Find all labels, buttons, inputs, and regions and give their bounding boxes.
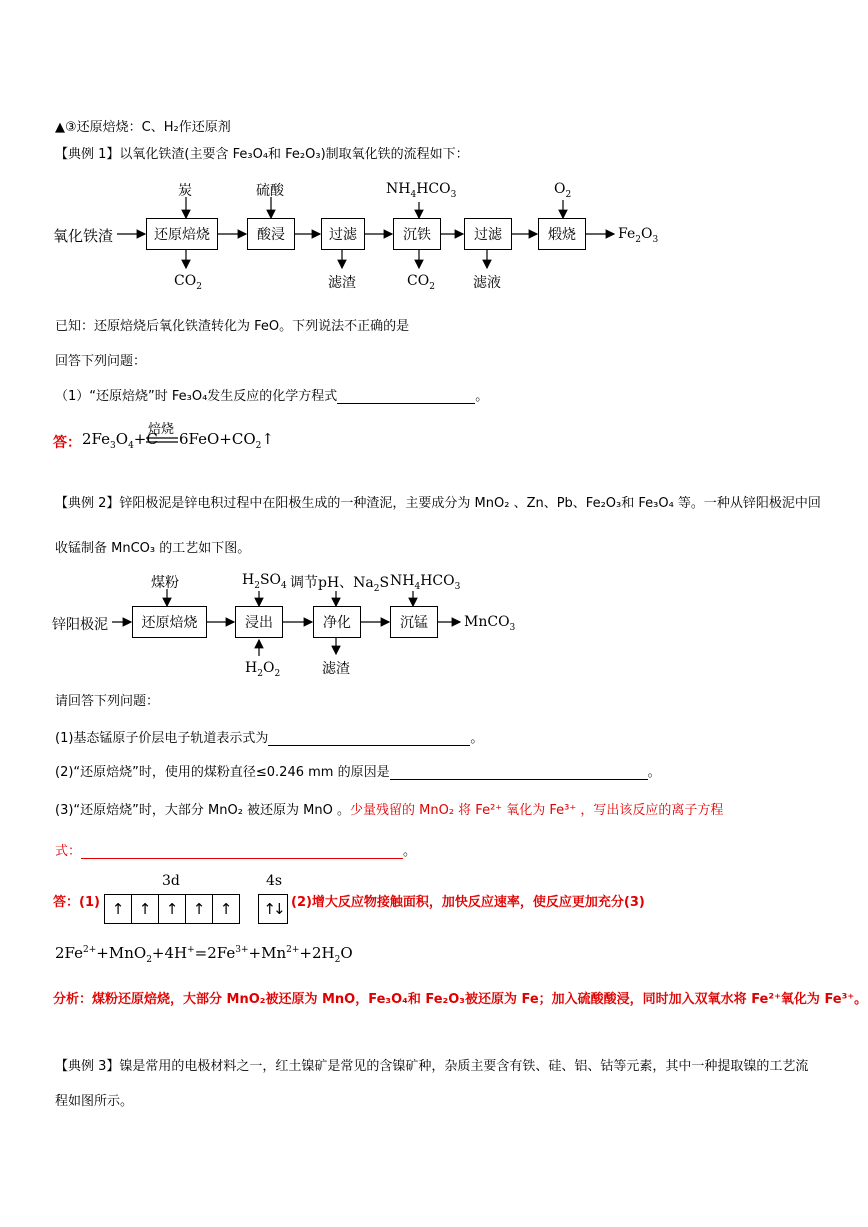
orbital-3d-3: ↑ (158, 894, 186, 924)
answer-blank (390, 767, 648, 780)
flow1-output-co2-2: $CO_2$ (407, 273, 435, 292)
example-3-line-b: 程如图所示。 (55, 1094, 134, 1109)
orbital-3d-label: 3d (162, 873, 180, 889)
flow1-box-reduction-roasting: 还原焙烧 (146, 218, 218, 250)
flow1-start: 氧化铁渣 (53, 227, 114, 245)
example-2-question-2: (2)“还原焙烧”时，使用的煤粉直径≤0.246 mm 的原因是 。 (55, 765, 661, 780)
example-2-question-1: (1)基态锰原子价层电子轨道表示式为 。 (55, 731, 484, 746)
flow2-input-nh4hco3: $NH_4HCO_3$ (390, 573, 461, 592)
example-1-known: 已知：还原焙烧后氧化铁渣转化为 FeO。下列说法不正确的是 (55, 319, 410, 334)
example-2-question-3-blank: 式： 。 (55, 844, 417, 859)
flow2-end: MnCO$_3$ (464, 614, 516, 633)
flow1-input-nh4hco3: $NH_4HCO_3$ (386, 181, 457, 200)
example-1-answer-right: $6FeO+CO_2↑$ (179, 430, 274, 451)
example-2-answer-2: (2)增大反应物接触面积，加快反应速率，使反应更加充分(3) (291, 895, 645, 910)
example-2-tag: 【典例 2】 (55, 496, 120, 511)
answer-blank (268, 733, 470, 746)
flow2-box-leach: 浸出 (235, 606, 283, 638)
flow2-input-coal: 煤粉 (151, 575, 179, 591)
example-1-answer-label: 答： (53, 435, 81, 451)
example-3-line-a: 【典例 3】镍是常用的电极材料之一，红土镍矿是常见的含镍矿种，杂质主要含有铁、硅、铝、钴等元素，其中一种提取镍的工艺流 (55, 1059, 809, 1074)
example-2-answer-label: 答：(1) (53, 895, 100, 910)
answer-blank (337, 391, 475, 404)
flow1-end: $Fe_2O_3$ (618, 226, 659, 245)
example-2-answer-3: $2Fe^{2+}+MnO_2+4H^+=2Fe^{3+}+Mn^{2+}+2H_2O$ (55, 944, 353, 965)
example-1-question-1: （1）“还原焙烧”时 Fe₃O₄发生反应的化学方程式 。 (55, 389, 489, 404)
example-2-intro-b: 收锰制备 MnCO₃ 的工艺如下图。 (55, 541, 251, 556)
flow2-start: 锌阳极泥 (52, 617, 108, 633)
flow2-box-reduction-roasting: 还原焙烧 (132, 606, 207, 638)
example-1-text: 以氧化铁渣(主要含 Fe₃O₄和 Fe₂O₃)制取氧化铁的流程如下： (119, 147, 469, 162)
example-1-tag: 【典例 1】 (55, 147, 120, 162)
flow2-input-h2so4: $H_2SO_4$ (242, 572, 287, 591)
flow1-input-sulfuric-acid: 硫酸 (256, 183, 284, 199)
example-2-question-3: (3)“还原焙烧”时，大部分 MnO₂ 被还原为 MnO 。少量残留的 MnO₂ 将 Fe²⁺ 氧化为 Fe³⁺ ，写出该反应的离子方程 (55, 803, 724, 818)
example-2-prompt: 请回答下列问题： (55, 694, 160, 709)
flow2-output-residue: 滤渣 (322, 661, 350, 677)
flow1-box-filter-1: 过滤 (321, 218, 365, 250)
flow2-input-h2o2: $H_2O_2$ (245, 660, 281, 679)
flow1-output-co2-1: $CO_2$ (174, 273, 202, 292)
example-1-answer-left: $2Fe_3O_4+C$ (82, 430, 158, 451)
example-2-analysis: 分析：煤粉还原焙烧，大部分 MnO₂被还原为 MnO，Fe₃O₄和 Fe₂O₃被还原为 Fe；加入硫酸酸浸，同时加入双氧水将 Fe²⁺氧化为 Fe³⁺。 (53, 992, 868, 1007)
flow1-box-filter-2: 过滤 (464, 218, 512, 250)
flow2-box-purify: 净化 (313, 606, 361, 638)
orbital-4s-label: 4s (266, 873, 283, 889)
flow1-output-filtrate: 滤液 (473, 275, 501, 291)
flow1-output-residue: 滤渣 (328, 275, 356, 291)
flow2-input-ph-na2s: 调节pH、$Na_2S$ (290, 575, 390, 594)
answer-blank (81, 846, 403, 859)
flow1-input-o2: $O_2$ (554, 181, 572, 200)
flow1-box-precipitate-iron: 沉铁 (393, 218, 441, 250)
example-1-answer-condition: 焙烧 (148, 422, 175, 437)
orbital-3d-1: ↑ (104, 894, 132, 924)
example-1-answer-prompt: 回答下列问题： (55, 354, 147, 369)
orbital-3d-4: ↑ (185, 894, 213, 924)
section-title: ▲③还原焙烧：C、H₂作还原剂 (55, 120, 231, 135)
orbital-3d-5: ↑ (212, 894, 240, 924)
orbital-3d-2: ↑ (131, 894, 159, 924)
orbital-4s: ↑↓ (258, 894, 288, 924)
example-3-tag: 【典例 3】 (55, 1059, 120, 1074)
example-2-intro-a: 【典例 2】锌阳极泥是锌电积过程中在阳极生成的一种渣泥，主要成分为 MnO₂ 、Zn、Pb、Fe₂O₃和 Fe₃O₄ 等。一种从锌阳极泥中回 (55, 496, 821, 511)
flow1-box-acid-leach: 酸浸 (247, 218, 295, 250)
flow1-input-carbon: 炭 (178, 183, 192, 199)
flow1-box-calcine: 煅烧 (538, 218, 586, 250)
flow2-box-precipitate-mn: 沉锰 (390, 606, 438, 638)
